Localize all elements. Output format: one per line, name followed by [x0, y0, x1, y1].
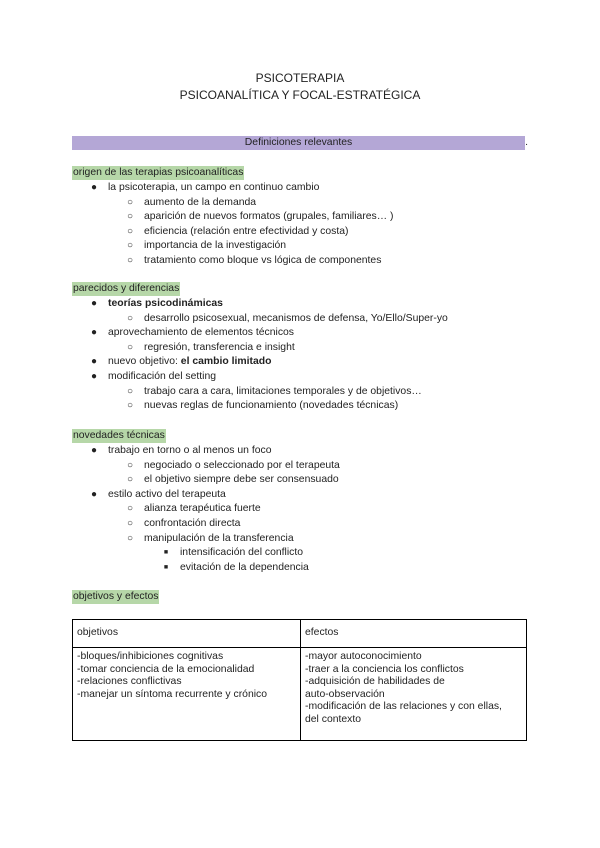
- sub-list-item-text: tratamiento como bloque vs lógica de componentes: [144, 254, 382, 266]
- list-item-text: la psicoterapia, un campo en continuo cambio: [108, 182, 320, 193]
- filled-circle-bullet-icon: ●: [90, 445, 98, 456]
- sub-list-item-text: aumento de la demanda: [144, 196, 257, 208]
- document-title-line-2: PSICOANALÍTICA Y FOCAL-ESTRATÉGICA: [179, 88, 421, 102]
- hollow-circle-bullet-icon: ○: [126, 211, 134, 223]
- definitions-bar: [72, 136, 528, 150]
- list-item-text: teorías psicodinámicas: [108, 298, 223, 309]
- sub-list-item: [108, 341, 532, 356]
- hollow-circle-bullet-icon: ○: [126, 503, 134, 515]
- section-heading-objetivos: objetivos y efectos: [73, 591, 159, 602]
- sub-list-item: [108, 239, 532, 254]
- table-header-cell: efectos: [301, 620, 527, 648]
- section-objetivos: [72, 590, 532, 605]
- section-origen: [72, 166, 532, 269]
- filled-circle-bullet-icon: ●: [90, 370, 98, 382]
- filled-square-bullet-icon: ■: [163, 563, 169, 571]
- list: [72, 444, 532, 575]
- hollow-circle-bullet-icon: ○: [126, 240, 134, 252]
- hollow-circle-bullet-icon: ○: [126, 517, 134, 529]
- list-item: [72, 488, 532, 576]
- sub-list: [108, 312, 532, 327]
- hollow-circle-bullet-icon: ○: [126, 400, 134, 412]
- sub-list-item: [108, 254, 532, 269]
- filled-circle-bullet-icon: ●: [90, 356, 98, 368]
- hollow-circle-bullet-icon: ○: [126, 341, 134, 353]
- table-cell-line: auto-observación: [305, 688, 385, 700]
- hollow-circle-bullet-icon: ○: [126, 225, 134, 237]
- table-cell-line: -traer a la conciencia los conflictos: [305, 663, 464, 675]
- sub-list: [108, 196, 532, 269]
- sub-list-item-text: manipulación de la transferencia: [144, 532, 294, 544]
- sub-sub-list-item: [144, 546, 532, 561]
- sub-list-item: [108, 225, 532, 240]
- list-item: [72, 181, 532, 269]
- sub-list-item: [108, 210, 532, 225]
- objetivos-efectos-table: [72, 619, 527, 741]
- hollow-circle-bullet-icon: ○: [126, 312, 134, 324]
- sub-list-item: [108, 517, 532, 532]
- section-heading-origen: origen de las terapias psicoanalíticas: [73, 167, 244, 178]
- definitions-bar-label: Definiciones relevantes: [244, 137, 353, 148]
- sub-list-item-text: trabajo cara a cara, limitaciones temporales y de objetivos…: [144, 385, 422, 397]
- hollow-circle-bullet-icon: ○: [126, 254, 134, 266]
- sub-list-item: [108, 502, 532, 517]
- table-cell-line: -manejar un síntoma recurrente y crónico: [77, 688, 267, 700]
- sub-list-item: [108, 532, 532, 576]
- document-title-line-1: PSICOTERAPIA: [255, 71, 345, 85]
- table-cell-line: -bloques/inhibiciones cognitivas: [77, 651, 224, 662]
- sub-list-item: [108, 399, 532, 414]
- list-item: [72, 355, 532, 370]
- hollow-circle-bullet-icon: ○: [126, 385, 134, 397]
- table-row: [73, 648, 527, 741]
- section-parecidos: [72, 282, 532, 414]
- sub-list-item-text: desarrollo psicosexual, mecanismos de defensa, Yo/Ello/Super-yo: [144, 312, 448, 324]
- list: [72, 297, 532, 414]
- sub-list-item-text: aparición de nuevos formatos (grupales, familiares… ): [144, 211, 394, 223]
- sub-list-item-text: importancia de la investigación: [144, 240, 287, 252]
- sub-list-item: [108, 196, 532, 211]
- section-heading-novedades: novedades técnicas: [73, 430, 165, 441]
- sub-list: [108, 341, 532, 356]
- table-header-row: [73, 620, 527, 648]
- definitions-bar-trailing: .: [525, 137, 528, 148]
- list-item-text: aprovechamiento de elementos técnicos: [108, 327, 294, 339]
- table-cell-line: -modificación de las relaciones y con ellas,: [305, 701, 502, 713]
- filled-circle-bullet-icon: ●: [90, 298, 98, 309]
- hollow-circle-bullet-icon: ○: [126, 196, 134, 208]
- list-item: [72, 444, 532, 488]
- sub-list-item-text: alianza terapéutica fuerte: [144, 503, 261, 515]
- sub-sub-list-item-text: evitación de la dependencia: [180, 561, 309, 573]
- list-item-text: trabajo en torno o al menos un foco: [108, 445, 272, 456]
- table-cell-line: del contexto: [305, 713, 362, 725]
- section-heading-parecidos: parecidos y diferencias: [73, 283, 180, 294]
- table-cell-line: -tomar conciencia de la emocionalidad: [77, 663, 255, 675]
- sub-list: [108, 385, 532, 414]
- sub-list-item-text: el objetivo siempre debe ser consensuado: [144, 474, 339, 486]
- sub-sub-list: [144, 546, 532, 575]
- sub-sub-list-item-text: intensificación del conflicto: [180, 547, 304, 559]
- sub-list-item-text: confrontación directa: [144, 517, 241, 529]
- table-cell-line: -adquisición de habilidades de: [305, 676, 445, 688]
- filled-circle-bullet-icon: ●: [90, 182, 98, 193]
- table-cell-line: -mayor autoconocimiento: [305, 651, 422, 662]
- hollow-circle-bullet-icon: ○: [126, 474, 134, 486]
- sub-list-item-text: negociado o seleccionado por el terapeuta: [144, 459, 340, 471]
- table-cell-efectos: [301, 648, 527, 741]
- list-item-text: modificación del setting: [108, 370, 217, 382]
- sub-list-item-text: nuevas reglas de funcionamiento (novedades técnicas): [144, 400, 399, 412]
- list-item-text-prefix: nuevo objetivo:: [108, 356, 181, 368]
- sub-list-item: [108, 459, 532, 474]
- filled-square-bullet-icon: ■: [163, 549, 169, 557]
- list-item: [72, 370, 532, 414]
- hollow-circle-bullet-icon: ○: [126, 532, 134, 544]
- table-cell-objetivos: [73, 648, 301, 741]
- list: [72, 181, 532, 269]
- list-item: [72, 326, 532, 355]
- sub-list-item: [108, 312, 532, 327]
- table-cell-line: -relaciones conflictivas: [77, 676, 182, 688]
- filled-circle-bullet-icon: ●: [90, 327, 98, 339]
- list-item: [72, 297, 532, 326]
- sub-list: [108, 459, 532, 488]
- sub-list-item: [108, 385, 532, 400]
- section-novedades: [72, 429, 532, 575]
- list-item-text-bold: el cambio limitado: [180, 356, 272, 368]
- sub-list-item-text: eficiencia (relación entre efectividad y costa): [144, 225, 349, 237]
- sub-sub-list-item: [144, 561, 532, 576]
- filled-circle-bullet-icon: ●: [90, 488, 98, 500]
- table-header-cell: objetivos: [73, 620, 301, 648]
- hollow-circle-bullet-icon: ○: [126, 459, 134, 471]
- sub-list: [108, 502, 532, 575]
- sub-list-item: [108, 473, 532, 488]
- list-item-text: estilo activo del terapeuta: [108, 488, 226, 500]
- sub-list-item-text: regresión, transferencia e insight: [144, 341, 295, 353]
